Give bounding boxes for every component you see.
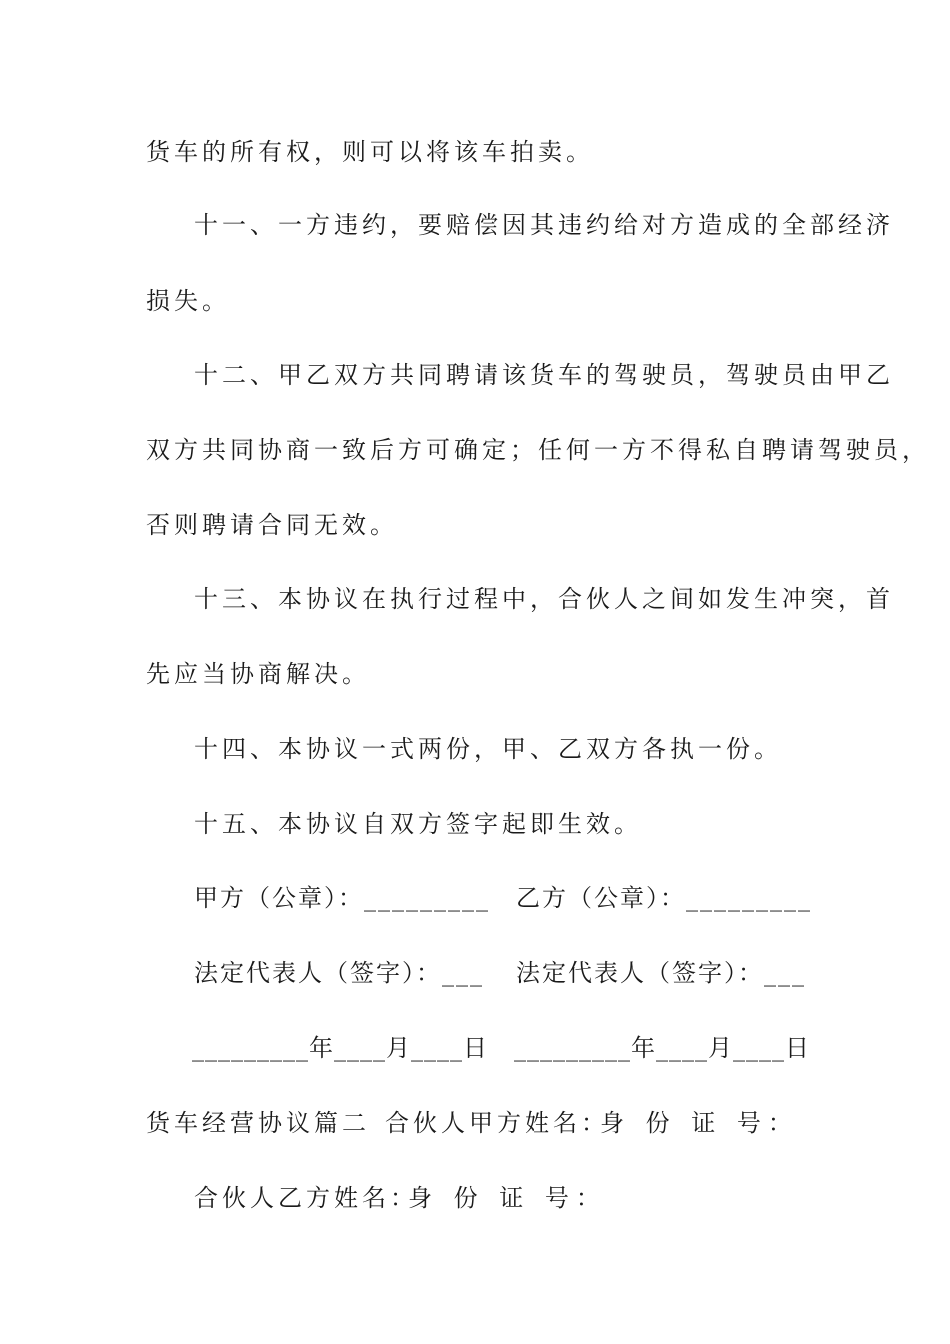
party-b-representative-field: 法定代表人（签字）：___ <box>516 959 806 987</box>
clause-13-line-1: 十三、本协议在执行过程中，合伙人之间如发生冲突，首 <box>194 585 894 613</box>
clause-13-line-2: 先应当协商解决。 <box>146 660 370 688</box>
paragraph-continuation: 货车的所有权，则可以将该车拍卖。 <box>146 138 594 166</box>
clause-14: 十四、本协议一式两份，甲、乙双方各执一份。 <box>194 735 782 763</box>
clause-12-line-3: 否则聘请合同无效。 <box>146 511 398 539</box>
partner-b-id-label: 身 份 证 号： <box>408 1184 607 1212</box>
section-2-heading: 货车经营协议篇二 <box>146 1109 370 1137</box>
party-b-seal-field: 乙方（公章）：_________ <box>516 884 812 912</box>
party-a-seal-field: 甲方（公章）：_________ <box>194 884 490 912</box>
partner-a-name-label: 合伙人甲方姓名： <box>385 1109 609 1137</box>
clause-12-line-2: 双方共同协商一致后方可确定；任何一方不得私自聘请驾驶员， <box>146 436 930 464</box>
party-b-date-field: _________年____月____日 <box>514 1034 810 1062</box>
clause-11-line-1: 十一、一方违约，要赔偿因其违约给对方造成的全部经济 <box>194 211 894 239</box>
clause-15: 十五、本协议自双方签字起即生效。 <box>194 810 642 838</box>
clause-12-line-1: 十二、甲乙双方共同聘请该货车的驾驶员，驾驶员由甲乙 <box>194 361 894 389</box>
party-a-representative-field: 法定代表人（签字）：___ <box>194 959 484 987</box>
party-a-date-field: _________年____月____日 <box>192 1034 488 1062</box>
partner-b-name-label: 合伙人乙方姓名： <box>194 1184 418 1212</box>
partner-a-id-label: 身 份 证 号： <box>600 1109 799 1137</box>
clause-11-line-2: 损失。 <box>146 287 230 315</box>
